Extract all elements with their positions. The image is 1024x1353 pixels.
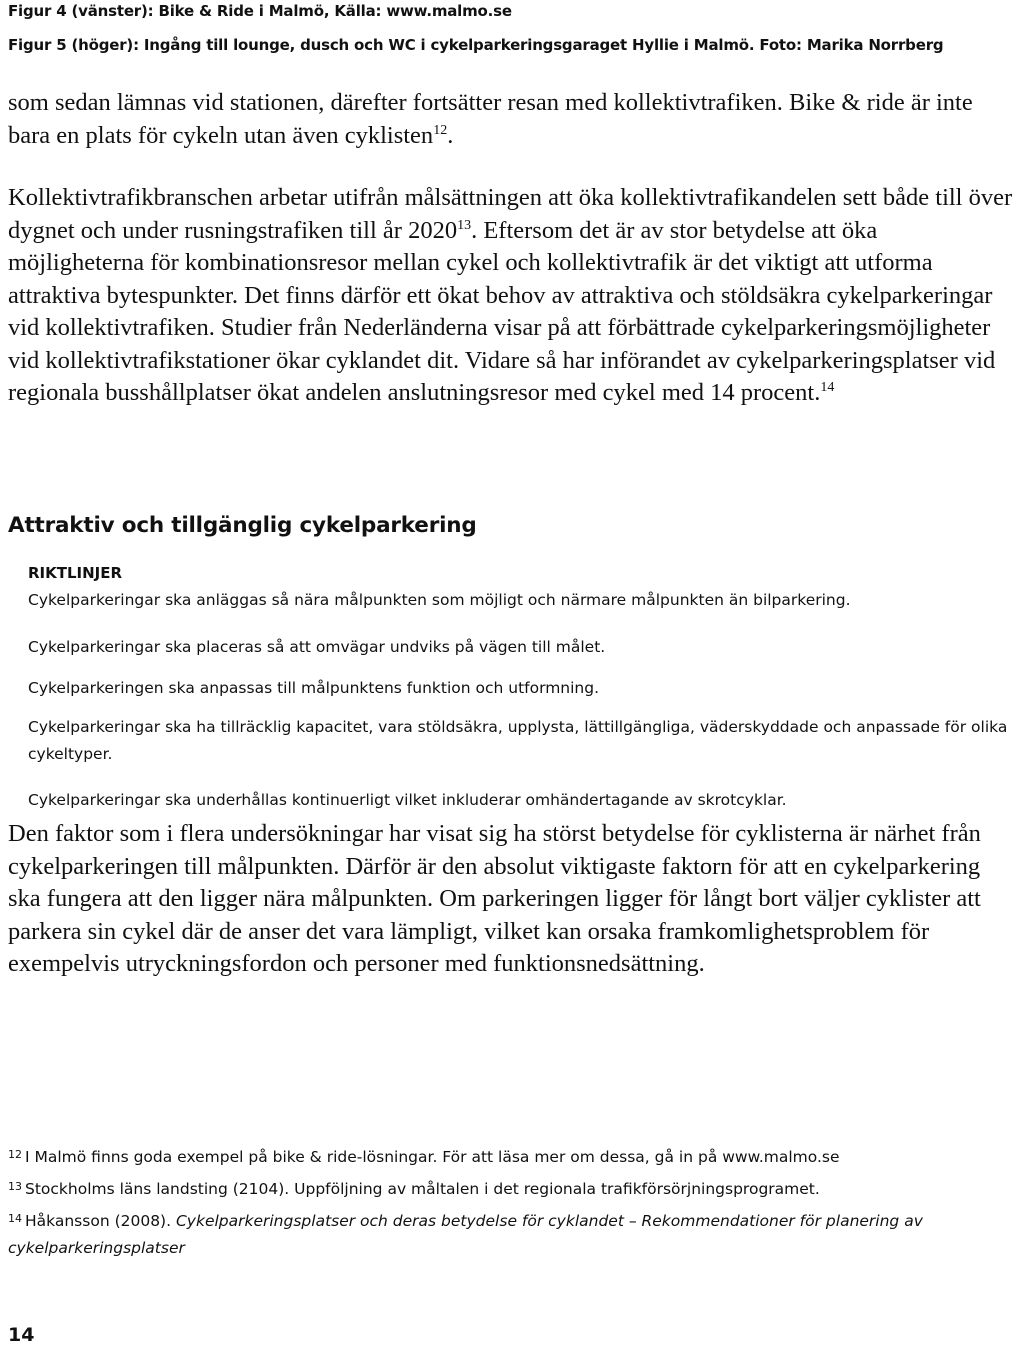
footnote-title: Cykelparkeringsplatser och deras betydelse för cyklandet – Rekommendationer för planering av cykelparkeringsplatser [8,1212,923,1257]
footnote-ref-14: 14 [820,380,835,395]
guideline-item: Cykelparkeringar ska underhållas kontinuerligt vilket inkluderar omhändertagande av skrotcyklar. [28,791,787,809]
paragraph-bike-ride [8,87,1013,152]
page-number: 14 [8,1324,35,1346]
footnote-13 [8,1173,1013,1203]
footnote-ref-12: 12 [433,122,448,138]
paragraph-kollektivtrafik [8,182,1013,410]
footnote-number: 14 [8,1212,22,1225]
paragraph-text-part2: . Eftersom det är av stor betydelse att öka möjligheterna för kombinationsresor mellan cykel och kollektivtrafik är det viktigt att utforma attraktiva bytespunkter. Det finns därför ett ökat behov av attraktiva och stöldsäkra cykelparkeringar vid kollektivtrafiken. Studier från Nederländerna visar på att förbättrade cykelparkeringsmöjligheter vid kollektivtrafikstationer ökar cyklandet dit. Vidare så har införandet av cykelparkeringsplatser vid regionala busshållplatser ökat andelen anslutningsresor med cykel med 14 procent. [8,216,996,406]
figure-5-caption: Figur 5 (höger): Ingång till lounge, dusch och WC i cykelparkeringsgaraget Hyllie i Malmö. Foto: Marika Norrberg [8,36,944,54]
guideline-item: Cykelparkeringar ska anläggas så nära målpunkten som möjligt och närmare målpunkten än bilparkering. [28,591,851,609]
footnote-14 [8,1205,1013,1262]
riktlinjer-label: RIKTLINJER [28,564,123,582]
section-heading: Attraktiv och tillgänglig cykelparkering [8,513,477,538]
paragraph-text: som sedan lämnas vid stationen, därefter fortsätter resan med kollektivtrafiken. Bike & ride är inte bara en plats för cykeln utan även cyklisten [8,89,973,149]
footnote-text: Stockholms läns landsting (2104). Uppföljning av måltalen i det regionala trafikförsörjningsprogramet. [25,1180,820,1198]
figure-4-caption: Figur 4 (vänster): Bike & Ride i Malmö, Källa: www.malmo.se [8,2,512,20]
guideline-item: Cykelparkeringar ska ha tillräcklig kapacitet, vara stöldsäkra, upplysta, lättillgängliga, väderskyddade och anpassade för olika cykeltyper. [28,718,1008,763]
footnote-text: Håkansson (2008). [25,1212,176,1230]
paragraph-text-part1: Kollektivtrafikbranschen arbetar utifrån målsättningen att öka kollektivtrafikandelen sett både till över dygnet och under rusningstrafiken till år 2020 [8,184,1013,244]
paragraph-narhet: Den faktor som i flera undersökningar har visat sig ha störst betydelse för cyklisterna är närhet från cykelparkeringen till målpunkten. Därför är den absolut viktigaste faktorn för att en cykelparkering ska fungera att den ligger nära målpunkten. Om parkeringen ligger för långt bort väljer cyklister att parkera sin cykel där de anser det vara lämpligt, vilket kan orsaka framkomlighetsproblem för exempelvis utryckningsfordon och personer med funktionsnedsättning. [8,820,981,977]
footnote-number: 13 [8,1180,22,1193]
footnote-ref-13: 13 [457,217,472,233]
footnote-text: I Malmö finns goda exempel på bike & ride-lösningar. För att läsa mer om dessa, gå in på www.malmo.se [25,1148,840,1166]
footnote-12 [8,1141,1013,1171]
paragraph-end: . [447,121,454,149]
footnote-number: 12 [8,1148,22,1161]
footnotes [8,1141,1013,1262]
guideline-item: Cykelparkeringar ska placeras så att omvägar undviks på vägen till målet. [28,638,606,656]
guideline-item: Cykelparkeringen ska anpassas till målpunktens funktion och utformning. [28,679,600,697]
